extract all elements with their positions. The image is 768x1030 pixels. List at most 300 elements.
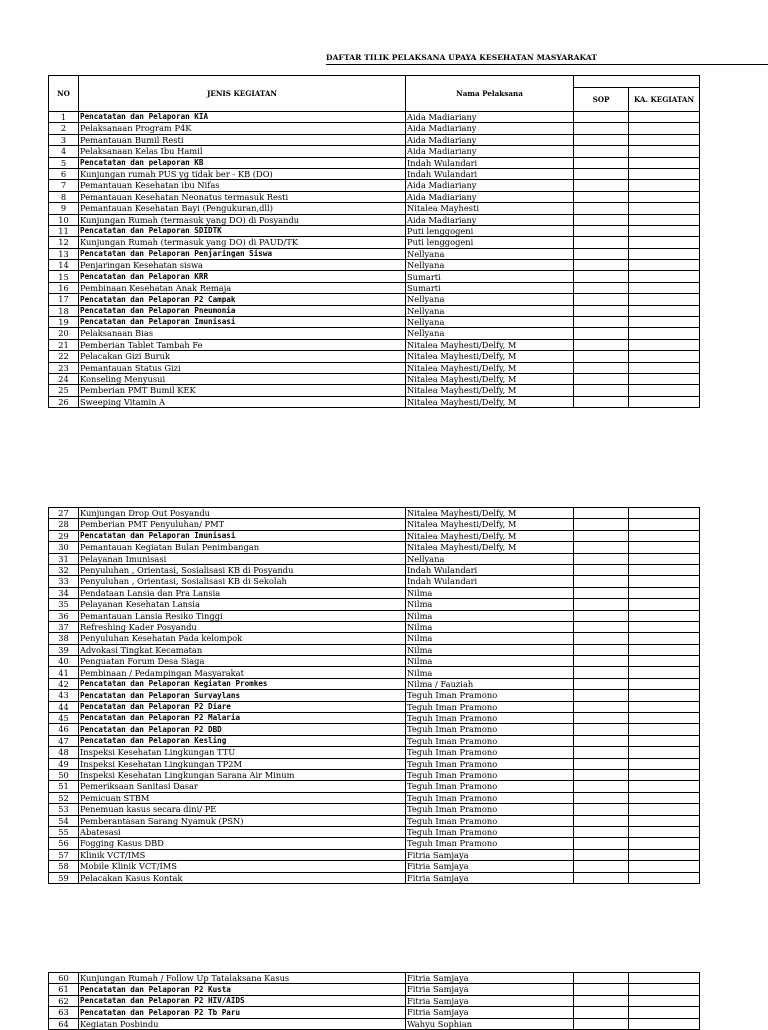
executor-cell: Teguh Iman Pramono [406, 838, 574, 849]
executor-cell: Teguh Iman Pramono [406, 690, 574, 701]
executor-cell: Sumarti [406, 282, 574, 293]
table-row [49, 373, 700, 384]
row-number: 53 [49, 804, 79, 815]
row-number: 55 [49, 826, 79, 837]
activity-cell: Pembinaan Kesehatan Anak Remaja [79, 282, 406, 293]
ka-kegiatan-cell [629, 747, 700, 758]
activity-cell: Pemberian Tablet Tambah Fe [79, 339, 406, 350]
ka-kegiatan-cell [629, 690, 700, 701]
sop-cell [574, 781, 629, 792]
table-row [49, 294, 700, 305]
ka-kegiatan-cell [629, 735, 700, 746]
activity-cell: Pencatatan dan Pelaporan Imunisasi [79, 317, 406, 328]
row-number: 23 [49, 362, 79, 373]
checklist-table-page-2 [48, 507, 700, 884]
table-row [49, 633, 700, 644]
executor-cell: Nitalea Mayhesti/Delfy, M [406, 530, 574, 541]
header-activity: JENIS KEGIATAN [79, 76, 406, 112]
ka-kegiatan-cell [629, 678, 700, 689]
executor-cell: Nitalea Mayhesti/Delfy, M [406, 339, 574, 350]
header-rule [326, 64, 768, 65]
ka-kegiatan-cell [629, 656, 700, 667]
sop-cell [574, 984, 629, 995]
table-row [49, 747, 700, 758]
ka-kegiatan-cell [629, 984, 700, 995]
activity-cell: Abatesasi [79, 826, 406, 837]
ka-kegiatan-cell [629, 271, 700, 282]
ka-kegiatan-cell [629, 781, 700, 792]
ka-kegiatan-cell [629, 225, 700, 236]
ka-kegiatan-cell [629, 849, 700, 860]
table-row [49, 678, 700, 689]
activity-cell: Penyuluhan , Orientasi, Sosialisasi KB di Posyandu [79, 564, 406, 575]
table-row [49, 271, 700, 282]
executor-cell: Nitalea Mayhesti/Delfy, M [406, 508, 574, 519]
table-row [49, 146, 700, 157]
ka-kegiatan-cell [629, 792, 700, 803]
row-number: 28 [49, 519, 79, 530]
row-number: 50 [49, 769, 79, 780]
row-number: 58 [49, 861, 79, 872]
activity-cell: Advokasi Tingkat Kecamatan [79, 644, 406, 655]
activity-cell: Pelayanan Imunisasi [79, 553, 406, 564]
table-row [49, 769, 700, 780]
executor-cell: Aida Madiariany [406, 134, 574, 145]
checklist-table-page-1 [48, 75, 700, 408]
row-number: 26 [49, 396, 79, 407]
sop-cell [574, 1007, 629, 1018]
sop-cell [574, 385, 629, 396]
row-number: 3 [49, 134, 79, 145]
table-row [49, 849, 700, 860]
activity-cell: Pencatatan dan Pelaporan Survaylans [79, 690, 406, 701]
ka-kegiatan-cell [629, 328, 700, 339]
ka-kegiatan-cell [629, 134, 700, 145]
ka-kegiatan-cell [629, 633, 700, 644]
table-row [49, 396, 700, 407]
table-row [49, 872, 700, 883]
row-number: 37 [49, 621, 79, 632]
activity-cell: Pemeriksaan Sanitasi Dasar [79, 781, 406, 792]
table-row [49, 157, 700, 168]
executor-cell: Indah Wulandari [406, 576, 574, 587]
table-row [49, 123, 700, 134]
activity-cell: Pencatatan dan Pelaporan KRR [79, 271, 406, 282]
sop-cell [574, 610, 629, 621]
sop-cell [574, 599, 629, 610]
row-number: 5 [49, 157, 79, 168]
ka-kegiatan-cell [629, 203, 700, 214]
ka-kegiatan-cell [629, 237, 700, 248]
sop-cell [574, 282, 629, 293]
sop-cell [574, 838, 629, 849]
executor-cell: Teguh Iman Pramono [406, 826, 574, 837]
table-row [49, 112, 700, 123]
ka-kegiatan-cell [629, 587, 700, 598]
row-number: 63 [49, 1007, 79, 1018]
header-executor: Nama Pelaksana [406, 76, 574, 112]
table-row [49, 656, 700, 667]
activity-cell: Penyuluhan , Orientasi, Sosialisasi KB di Sekolah [79, 576, 406, 587]
sop-cell [574, 667, 629, 678]
sop-cell [574, 690, 629, 701]
row-number: 62 [49, 995, 79, 1006]
executor-cell: Indah Wulandari [406, 168, 574, 179]
table-row [49, 1007, 700, 1018]
activity-cell: Konseling Menyusui [79, 373, 406, 384]
executor-cell: Aida Madiariany [406, 146, 574, 157]
executor-cell: Nitalea Mayhesti/Delfy, M [406, 519, 574, 530]
executor-cell: Nilma [406, 587, 574, 598]
ka-kegiatan-cell [629, 872, 700, 883]
executor-cell: Aida Madiariany [406, 191, 574, 202]
table-row [49, 542, 700, 553]
sop-cell [574, 248, 629, 259]
executor-cell: Teguh Iman Pramono [406, 735, 574, 746]
activity-cell: Pemantauan Bumil Resti [79, 134, 406, 145]
row-number: 45 [49, 713, 79, 724]
row-number: 29 [49, 530, 79, 541]
activity-cell: Penjaringan Kesehatan siswa [79, 260, 406, 271]
table-row [49, 995, 700, 1006]
table-row [49, 735, 700, 746]
table-row [49, 168, 700, 179]
table-row [49, 519, 700, 530]
row-number: 59 [49, 872, 79, 883]
sop-cell [574, 112, 629, 123]
activity-cell: Pemberantasan Sarang Nyamuk (PSN) [79, 815, 406, 826]
ka-kegiatan-cell [629, 701, 700, 712]
row-number: 61 [49, 984, 79, 995]
activity-cell: Mobile Klinik VCT/IMS [79, 861, 406, 872]
ka-kegiatan-cell [629, 804, 700, 815]
row-number: 49 [49, 758, 79, 769]
activity-cell: Pemantauan Kegiatan Bulan Penimbangan [79, 542, 406, 553]
executor-cell: Teguh Iman Pramono [406, 701, 574, 712]
sop-cell [574, 995, 629, 1006]
executor-cell: Nilma [406, 610, 574, 621]
table-row [49, 599, 700, 610]
activity-cell: Pelacakan Gizi Buruk [79, 351, 406, 362]
header-sop: SOP [574, 88, 629, 112]
table-row [49, 690, 700, 701]
table-row [49, 351, 700, 362]
executor-cell: Fitria Samjaya [406, 1007, 574, 1018]
row-number: 10 [49, 214, 79, 225]
activity-cell: Pencatatan dan pelaporan KB [79, 157, 406, 168]
sop-cell [574, 168, 629, 179]
row-number: 30 [49, 542, 79, 553]
activity-cell: Pelaksanaan Kelas Ibu Hamil [79, 146, 406, 157]
ka-kegiatan-cell [629, 713, 700, 724]
activity-cell: Pencatatan dan Pelaporan KIA [79, 112, 406, 123]
ka-kegiatan-cell [629, 973, 700, 984]
ka-kegiatan-cell [629, 248, 700, 259]
sop-cell [574, 769, 629, 780]
ka-kegiatan-cell [629, 168, 700, 179]
activity-cell: Inspeksi Kesehatan Lingkungan Sarana Air Minum [79, 769, 406, 780]
executor-cell: Aida Madiariany [406, 123, 574, 134]
sop-cell [574, 587, 629, 598]
table-row [49, 328, 700, 339]
ka-kegiatan-cell [629, 564, 700, 575]
table-row [49, 667, 700, 678]
executor-cell: Teguh Iman Pramono [406, 804, 574, 815]
executor-cell: Aida Madiariany [406, 112, 574, 123]
executor-cell: Nilma [406, 621, 574, 632]
table-row [49, 305, 700, 316]
ka-kegiatan-cell [629, 112, 700, 123]
row-number: 13 [49, 248, 79, 259]
ka-kegiatan-cell [629, 838, 700, 849]
executor-cell: Nilma [406, 667, 574, 678]
activity-cell: Inspeksi Kesehatan Lingkungan TTU [79, 747, 406, 758]
row-number: 57 [49, 849, 79, 860]
activity-cell: Pemantauan Kesehatan ibu Nifas [79, 180, 406, 191]
executor-cell: Aida Madiariany [406, 180, 574, 191]
header-blank-cell [574, 76, 700, 88]
ka-kegiatan-cell [629, 610, 700, 621]
executor-cell: Nellyana [406, 317, 574, 328]
activity-cell: Kunjungan Drop Out Posyandu [79, 508, 406, 519]
activity-cell: Pendataan Lansia dan Pra Lansia [79, 587, 406, 598]
checklist-table-page-3 [48, 972, 700, 1030]
row-number: 31 [49, 553, 79, 564]
executor-cell: Fitria Samjaya [406, 995, 574, 1006]
executor-cell: Wahyu Sophian [406, 1018, 574, 1029]
row-number: 32 [49, 564, 79, 575]
activity-cell: Pelaksanaan Program P4K [79, 123, 406, 134]
table-row [49, 713, 700, 724]
sop-cell [574, 747, 629, 758]
executor-cell: Indah Wulandari [406, 564, 574, 575]
row-number: 36 [49, 610, 79, 621]
ka-kegiatan-cell [629, 157, 700, 168]
executor-cell: Nitalea Mayhesti/Delfy, M [406, 373, 574, 384]
table-row [49, 610, 700, 621]
activity-cell: Pelacakan Kasus Kontak [79, 872, 406, 883]
row-number: 15 [49, 271, 79, 282]
executor-cell: Teguh Iman Pramono [406, 747, 574, 758]
executor-cell: Nitalea Mayhesti/Delfy, M [406, 385, 574, 396]
table-row [49, 644, 700, 655]
sop-cell [574, 203, 629, 214]
ka-kegiatan-cell [629, 260, 700, 271]
activity-cell: Pencatatan dan Pelaporan P2 Kusta [79, 984, 406, 995]
table-row [49, 792, 700, 803]
executor-cell: Fitria Samjaya [406, 984, 574, 995]
sop-cell [574, 792, 629, 803]
row-number: 16 [49, 282, 79, 293]
ka-kegiatan-cell [629, 599, 700, 610]
row-number: 54 [49, 815, 79, 826]
activity-cell: Pemantauan Kesehatan Neonatus termasuk Resti [79, 191, 406, 202]
row-number: 11 [49, 225, 79, 236]
table-row [49, 781, 700, 792]
activity-cell: Kegiatan Posbindu [79, 1018, 406, 1029]
table-row [49, 758, 700, 769]
table-row [49, 564, 700, 575]
row-number: 47 [49, 735, 79, 746]
activity-cell: Pencatatan dan Pelaporan Kesling [79, 735, 406, 746]
sop-cell [574, 826, 629, 837]
sop-cell [574, 724, 629, 735]
row-number: 2 [49, 123, 79, 134]
activity-cell: Pencatatan dan Pelaporan Penjaringan Siswa [79, 248, 406, 259]
row-number: 12 [49, 237, 79, 248]
row-number: 17 [49, 294, 79, 305]
ka-kegiatan-cell [629, 508, 700, 519]
table-row [49, 530, 700, 541]
sop-cell [574, 362, 629, 373]
activity-cell: Pencatatan dan Pelaporan Imunisasi [79, 530, 406, 541]
ka-kegiatan-cell [629, 294, 700, 305]
sop-cell [574, 191, 629, 202]
executor-cell: Nitalea Mayhesti/Delfy, M [406, 542, 574, 553]
executor-cell: Nilma / Fauziah [406, 678, 574, 689]
ka-kegiatan-cell [629, 146, 700, 157]
table-row [49, 191, 700, 202]
table-row [49, 621, 700, 632]
sop-cell [574, 758, 629, 769]
sop-cell [574, 701, 629, 712]
row-number: 14 [49, 260, 79, 271]
activity-cell: Pencatatan dan Pelaporan Kegiatan Promkes [79, 678, 406, 689]
table-row [49, 508, 700, 519]
sop-cell [574, 225, 629, 236]
row-number: 64 [49, 1018, 79, 1029]
row-number: 34 [49, 587, 79, 598]
activity-cell: Pencatatan dan Pelaporan P2 Diare [79, 701, 406, 712]
activity-cell: Pencatatan dan Pelaporan P2 Campak [79, 294, 406, 305]
ka-kegiatan-cell [629, 861, 700, 872]
executor-cell: Nellyana [406, 248, 574, 259]
row-number: 44 [49, 701, 79, 712]
ka-kegiatan-cell [629, 644, 700, 655]
ka-kegiatan-cell [629, 995, 700, 1006]
sop-cell [574, 373, 629, 384]
ka-kegiatan-cell [629, 1007, 700, 1018]
activity-cell: Pencatatan dan Pelaporan P2 Malaria [79, 713, 406, 724]
sop-cell [574, 237, 629, 248]
activity-cell: Penyuluhan Kesehatan Pada kelompok [79, 633, 406, 644]
row-number: 6 [49, 168, 79, 179]
ka-kegiatan-cell [629, 339, 700, 350]
ka-kegiatan-cell [629, 542, 700, 553]
activity-cell: Klinik VCT/IMS [79, 849, 406, 860]
activity-cell: Pemantauan Kesehatan Bayi (Pengukuran,dll) [79, 203, 406, 214]
sop-cell [574, 146, 629, 157]
table-row [49, 214, 700, 225]
ka-kegiatan-cell [629, 621, 700, 632]
row-number: 19 [49, 317, 79, 328]
executor-cell: Fitria Samjaya [406, 861, 574, 872]
activity-cell: Penguatan Forum Desa Siaga [79, 656, 406, 667]
ka-kegiatan-cell [629, 317, 700, 328]
row-number: 4 [49, 146, 79, 157]
ka-kegiatan-cell [629, 180, 700, 191]
activity-cell: Pencatatan dan Pelaporan P2 DBD [79, 724, 406, 735]
header-no: NO [49, 76, 79, 112]
executor-cell: Teguh Iman Pramono [406, 781, 574, 792]
table-row [49, 362, 700, 373]
row-number: 18 [49, 305, 79, 316]
sop-cell [574, 621, 629, 632]
sop-cell [574, 328, 629, 339]
sop-cell [574, 123, 629, 134]
ka-kegiatan-cell [629, 519, 700, 530]
table-row [49, 339, 700, 350]
sop-cell [574, 508, 629, 519]
executor-cell: Puti lenggogeni [406, 225, 574, 236]
sop-cell [574, 656, 629, 667]
ka-kegiatan-cell [629, 758, 700, 769]
ka-kegiatan-cell [629, 724, 700, 735]
executor-cell: Nilma [406, 656, 574, 667]
table-row [49, 553, 700, 564]
sop-cell [574, 576, 629, 587]
sop-cell [574, 351, 629, 362]
table-row [49, 180, 700, 191]
table-row [49, 724, 700, 735]
executor-cell: Nitalea Mayhesti/Delfy, M [406, 396, 574, 407]
activity-cell: Pencatatan dan Pelaporan P2 HIV/AIDS [79, 995, 406, 1006]
ka-kegiatan-cell [629, 373, 700, 384]
sop-cell [574, 157, 629, 168]
row-number: 48 [49, 747, 79, 758]
activity-cell: Pencatatan dan Pelaporan Pneumonia [79, 305, 406, 316]
sop-cell [574, 339, 629, 350]
executor-cell: Nellyana [406, 305, 574, 316]
row-number: 8 [49, 191, 79, 202]
activity-cell: Kunjungan Rumah (termasuk yang DO) di PAUD/TK [79, 237, 406, 248]
executor-cell: Teguh Iman Pramono [406, 758, 574, 769]
table-row [49, 838, 700, 849]
sop-cell [574, 317, 629, 328]
activity-cell: Kunjungan Rumah / Follow Up Tatalaksana Kasus [79, 973, 406, 984]
sop-cell [574, 553, 629, 564]
executor-cell: Sumarti [406, 271, 574, 282]
row-number: 51 [49, 781, 79, 792]
row-number: 20 [49, 328, 79, 339]
activity-cell: Pemantauan Status Gizi [79, 362, 406, 373]
sop-cell [574, 644, 629, 655]
activity-cell: Pencatatan dan Pelaporan P2 Tb Paru [79, 1007, 406, 1018]
row-number: 21 [49, 339, 79, 350]
sop-cell [574, 260, 629, 271]
activity-cell: Pembinaan / Pedampingan Masyarakat [79, 667, 406, 678]
activity-cell: Kunjungan Rumah (termasuk yang DO) di Posyandu [79, 214, 406, 225]
row-number: 33 [49, 576, 79, 587]
table-row [49, 385, 700, 396]
activity-cell: Pemicuan STBM [79, 792, 406, 803]
sop-cell [574, 294, 629, 305]
ka-kegiatan-cell [629, 815, 700, 826]
header-ka-kegiatan: KA. KEGIATAN [629, 88, 700, 112]
executor-cell: Fitria Samjaya [406, 849, 574, 860]
executor-cell: Nellyana [406, 294, 574, 305]
sop-cell [574, 519, 629, 530]
ka-kegiatan-cell [629, 576, 700, 587]
executor-cell: Teguh Iman Pramono [406, 769, 574, 780]
table-row [49, 134, 700, 145]
activity-cell: Fogging Kasus DBD [79, 838, 406, 849]
sop-cell [574, 872, 629, 883]
ka-kegiatan-cell [629, 191, 700, 202]
executor-cell: Nellyana [406, 260, 574, 271]
sop-cell [574, 678, 629, 689]
ka-kegiatan-cell [629, 553, 700, 564]
